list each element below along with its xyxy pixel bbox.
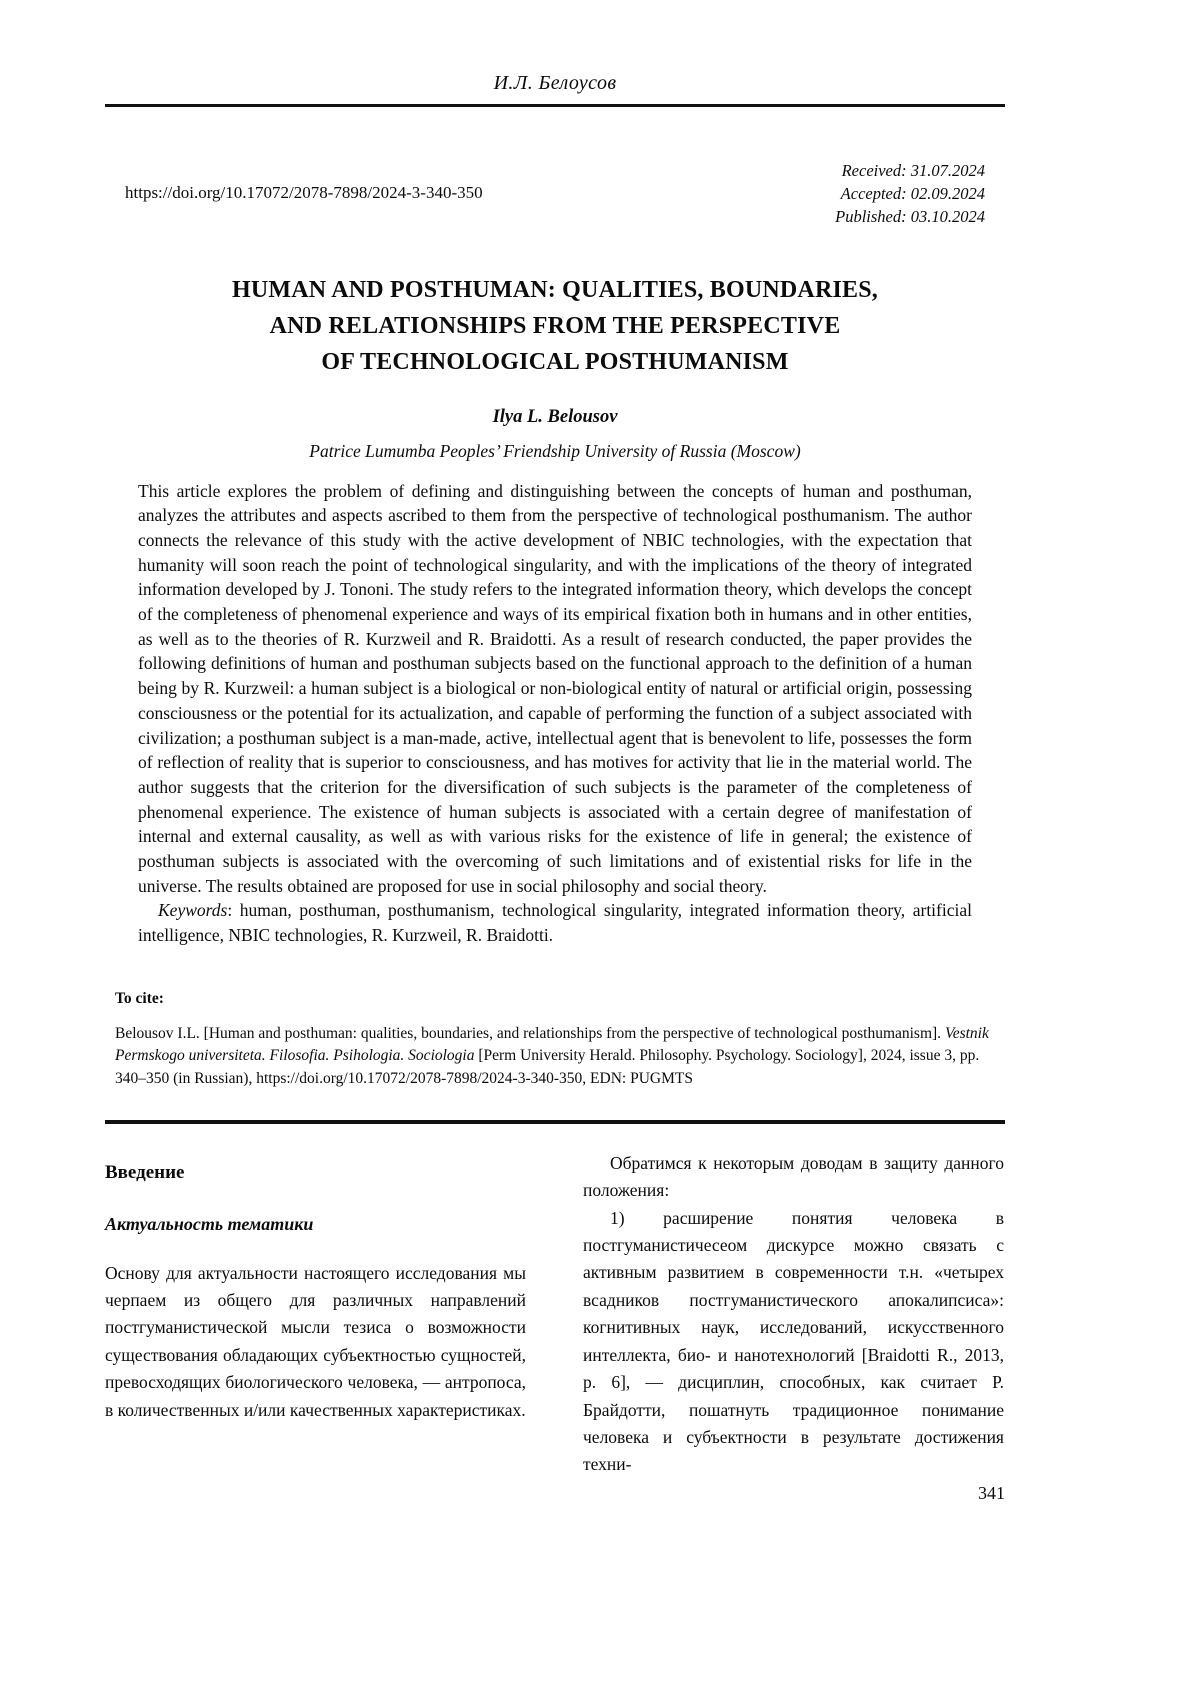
accepted-date: Accepted: 02.09.2024 (840, 183, 985, 203)
abstract-text: This article explores the problem of defining and distinguishing between the concepts of human and posthuman, analyzes the attributes and aspects ascribed to them from the perspective of technological posthumanism. The author connects the relevance of this study with the active development of NBIC technologies, with the expectation that humanity will soon reach the point of technological singularity, and with the implications of the theory of integrated information developed by J. Tononi. The study refers to the integrated information theory, which develops the concept of the completeness of phenomenal experience and ways of its empirical fixation both in humans and in other entities, as well as to the theories of R. Kurzweil and R. Braidotti. As a result of research conducted, the paper provides the following definitions of human and posthuman subjects based on the functional approach to the definition of a human being by R. Kurzweil: a human subject is a biological or non-biological entity of natural or artificial origin, possessing consciousness or the potential for its actualization, and capable of performing the function of a subject associated with civilization; a posthuman subject is a man-made, active, intellectual agent that is benevolent to life, possesses the form of reflection of reality that is superior to consciousness, and has motives for activity that lie in the material world. The author suggests that the criterion for the diversification of such subjects is the parameter of the completeness of phenomenal experience. The existence of human subjects is associated with a certain degree of manifestation of internal and external causality, as well as with various risks for the existence of life in general; the existence of posthuman subjects is associated with the overcoming of such limitations and of existential risks for life in the universe. The results obtained are proposed for use in social philosophy and social theory. (138, 480, 972, 896)
doi-link[interactable]: https://doi.org/10.17072/2078-7898/2024-3-340-350 (125, 183, 483, 202)
right-column (583, 1150, 1004, 1479)
author-affiliation: Patrice Lumumba Peoples’ Friendship University of Russia (Moscow) (309, 440, 801, 461)
citation-block (105, 1023, 1005, 1091)
citation-details: [Perm University Herald. Philosophy. Psychology. Sociology], 2024, issue 3, pp. 340–350 (in Russian), https://doi.org/10.17072/2078-7898/2024-3-340-350, EDN: PUGMTS (115, 1047, 980, 1087)
meta-row (105, 159, 1005, 228)
body-paragraph: Обратимся к некоторым доводам в защиту данного положения: (583, 1152, 1004, 1201)
running-head: И.Л. Белоусов (493, 72, 617, 94)
page-number: 341 (978, 1483, 1005, 1503)
title-line: AND RELATIONSHIPS FROM THE PERSPECTIVE (269, 312, 841, 339)
dates-block (835, 159, 985, 228)
keywords-line (138, 898, 972, 947)
page-content (105, 0, 1005, 1479)
citation-authors: Belousov I.L. [Human and posthuman: qualities, boundaries, and relationships from the perspective of technological posthumanism]. (115, 1024, 945, 1042)
subsection-heading-relevance: Актуальность тематики (105, 1214, 314, 1235)
keywords-text: : human, posthuman, posthumanism, technological singularity, integrated information theory, artificial intelligence, NBIC technologies, R. Kurzweil, R. Braidotti. (138, 900, 972, 946)
two-column-body (105, 1150, 1005, 1479)
header-rule (105, 104, 1005, 107)
to-cite-label: To cite: (115, 989, 164, 1007)
left-column (105, 1150, 526, 1479)
abstract-block (138, 479, 972, 948)
citation-journal-title: Vestnik Permskogo universiteta. Filosofia. Psihologia. Sociologia (115, 1024, 989, 1065)
received-date: Received: 31.07.2024 (841, 160, 985, 180)
section-divider-rule (105, 1120, 1005, 1124)
keywords-label: Keywords (158, 900, 228, 921)
title-line: OF TECHNOLOGICAL POSTHUMANISM (321, 348, 789, 375)
section-heading-introduction: Введение (105, 1161, 185, 1183)
body-paragraph: 1) расширение понятия человека в постгуманистичесеом дискурсе можно связать с активным развитием в современности т.н. «четырех всадников постгуманистического апокалипсиса»: когнитивных наук, исследований, искусственного интеллекта, био- и нанотехнологий [Braidotti R., 2013, p. 6], — дисциплин, способных, как считает Р. Брайдотти, пошатнуть традиционное понимание человека и субъектности в результате достижения техни- (583, 1207, 1004, 1475)
published-date: Published: 03.10.2024 (835, 206, 985, 226)
body-paragraph: Основу для актуальности настоящего исследования мы черпаем из общего для различных направлений постгуманистической мысли тезиса о возможности существования обладающих субъектностью сущностей, превосходящих биологического человека, — антропоса, в количественных и/или качественных характеристиках. (105, 1262, 526, 1420)
title-line: HUMAN AND POSTHUMAN: QUALITIES, BOUNDARIES, (232, 276, 878, 303)
author-name: Ilya L. Belousov (492, 406, 618, 427)
article-title (105, 272, 1005, 380)
